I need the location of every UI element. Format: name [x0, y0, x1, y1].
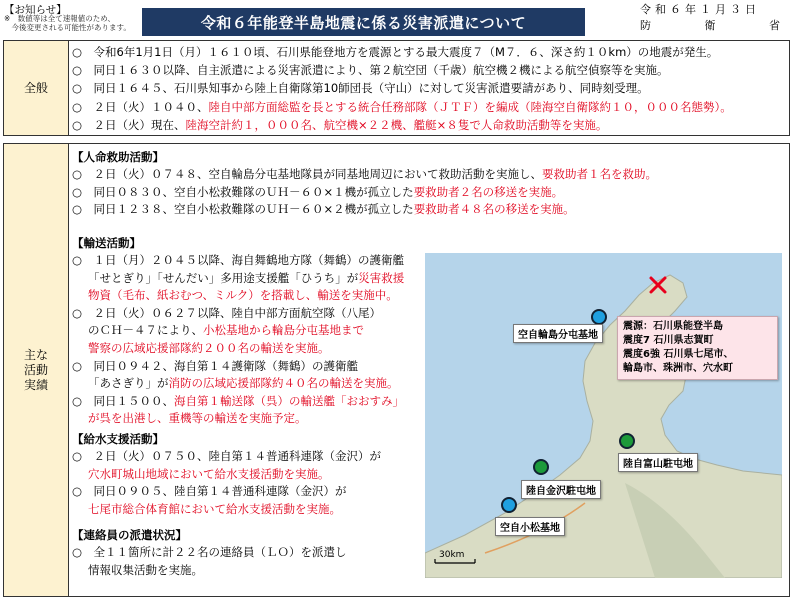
- base-marker-wajima: [591, 309, 607, 325]
- water-line: 穴水町城山地域において給水支援活動を実施。: [88, 466, 330, 481]
- rescue-heading: 【人命救助活動】: [72, 150, 164, 164]
- water-line: [72, 483, 381, 501]
- rescue-item: [72, 201, 657, 219]
- liaison-text: 全１１箇所に計２２名の連絡員（ＬＯ）を派遣し: [93, 545, 347, 559]
- overview-item: [72, 61, 785, 79]
- rescue-item-highlight: 要救助者４８名の移送を実施。: [413, 202, 575, 217]
- epicenter-line: 震源：石川県能登半島: [623, 321, 723, 332]
- bullet: ○: [72, 202, 83, 217]
- overview-item: [72, 43, 785, 61]
- transport-line: [72, 252, 404, 270]
- liaison-block: [72, 526, 347, 579]
- page-title: 令和６年能登半島地震に係る災害派遣について: [142, 8, 585, 36]
- transport-line: [72, 375, 404, 393]
- activities-label-line: 実績: [23, 377, 48, 392]
- base-label-toyama: 陸自富山駐屯地: [618, 453, 698, 472]
- ministry-char: 防: [640, 19, 651, 32]
- epicenter-callout: [617, 316, 778, 380]
- water-block: [72, 430, 381, 518]
- area-map: [425, 253, 782, 578]
- overview-item: [72, 116, 785, 134]
- base-marker-toyama: [619, 433, 635, 449]
- document-date: 令和６年１月３日: [640, 3, 760, 16]
- bullet: ○: [72, 45, 83, 59]
- bullet: ○: [72, 305, 83, 320]
- base-label-komatsu: 空自小松基地: [495, 517, 565, 536]
- notice-label: 【お知らせ】: [4, 4, 67, 16]
- transport-text: 「あさぎり」が: [88, 376, 169, 391]
- transport-highlight: 海自第１輸送隊（呉）の輸送艦「おおすみ」: [174, 393, 405, 408]
- activities-label-line: 主な: [23, 347, 48, 362]
- notice-note-line: 今後変更される可能性があります。: [4, 23, 131, 32]
- transport-line: 物資（毛布、紙おむつ、ミルク）を搭載し、輸送を実施中。: [88, 288, 398, 303]
- base-marker-komatsu: [501, 497, 517, 513]
- overview-item-text: ２日（火）１０４０、: [93, 99, 209, 114]
- liaison-line: [72, 544, 347, 562]
- base-marker-kanazawa: [533, 459, 549, 475]
- rescue-item-text: 同日１２３８、空自小松救難隊のＵＨ－６０×２機が孤立した: [93, 202, 414, 217]
- bullet: ○: [72, 117, 83, 132]
- transport-text: １日（月）２０４５以降、海自舞鶴地方隊（舞鶴）の護衛艦: [93, 253, 405, 267]
- bullet: ○: [72, 545, 83, 559]
- bullet: ○: [72, 184, 83, 199]
- base-label-wajima: 空自輪島分屯基地: [513, 324, 603, 343]
- transport-line: [72, 393, 404, 411]
- overview-item-text: ２日（火）現在、: [93, 117, 186, 132]
- transport-line: [72, 270, 404, 288]
- transport-line: [72, 305, 404, 323]
- rescue-item-highlight: 要救助者１名を救助。: [542, 167, 658, 181]
- transport-highlight: 災害救援: [358, 270, 405, 285]
- transport-text: 「せとぎり」「せんだい」多用途支援艦「ひうち」が: [88, 270, 359, 285]
- epicenter-line: 震度7 石川県志賀町: [623, 335, 714, 346]
- bullet: ○: [72, 167, 83, 181]
- x-mark-icon: [648, 275, 668, 295]
- rescue-item: [72, 166, 657, 184]
- overview-item: [72, 79, 785, 97]
- overview-item-text: 令和6年1月1日（月）１６１０頃、石川県能登地方を震源とする最大震度７（M７．６、深さ約１０km）の地震が発生。: [93, 45, 719, 59]
- rescue-item: [72, 184, 657, 202]
- overview-item: [72, 98, 785, 116]
- rescue-item-highlight: 要救助者２名の移送を実施。: [413, 184, 564, 199]
- water-line: [72, 448, 381, 466]
- overview-item-text: 同日１６３０以降、自主派遣による災害派遣により、第２航空団（千歳）航空機２機による航空偵察等を実施。: [93, 63, 669, 78]
- overview-list: [72, 43, 785, 134]
- base-label-kanazawa: 陸自金沢駐屯地: [521, 480, 601, 499]
- bullet: ○: [72, 99, 83, 114]
- water-heading: 【給水支援活動】: [72, 432, 164, 446]
- rescue-block: [72, 148, 657, 219]
- notice-note: [4, 14, 131, 32]
- bullet: ○: [72, 63, 83, 78]
- transport-heading: 【輸送活動】: [72, 236, 141, 250]
- water-text: 同日０９０５、陸自第１４普通科連隊（金沢）が: [93, 484, 347, 499]
- bullet: ○: [72, 358, 83, 373]
- transport-line: [72, 358, 404, 376]
- liaison-line: 情報収集活動を実施。: [88, 562, 203, 577]
- rescue-item-text: 同日０８３０、空自小松救難隊のＵＨ－６０×１機が孤立した: [93, 184, 414, 199]
- water-text: ２日（火）０７５０、陸自第１４普通科連隊（金沢）が: [93, 449, 382, 463]
- transport-line: が呉を出港し、重機等の輸送を実施予定。: [88, 411, 307, 426]
- epicenter-line: 震度6強 石川県七尾市、: [623, 349, 734, 360]
- transport-highlight: 小松基地から輪島分屯基地まで: [203, 323, 364, 338]
- transport-highlight: 消防の広域応援部隊約４０名の輸送を実施。: [168, 376, 399, 391]
- transport-text: 同日１５００、: [93, 393, 175, 408]
- ministry-char: 省: [769, 19, 780, 32]
- ministry-name: [640, 18, 780, 33]
- bullet: ○: [72, 393, 83, 408]
- transport-line: 警察の広域応援部隊約２００名の輸送を実施。: [88, 340, 330, 355]
- overview-item-highlight: 陸海空計約１，０００名、航空機×２２機、艦艇×８隻で人命救助活動等を実施。: [185, 117, 608, 132]
- transport-text: のＣＨ－４７により、: [88, 323, 203, 338]
- overview-item-highlight: 陸自中部方面総監を長とする統合任務部隊（ＪＴＦ）を編成（陸海空自衛隊約１０，０００名態勢）。: [208, 99, 732, 114]
- ministry-char: 衛: [704, 19, 716, 32]
- liaison-heading: 【連絡員の派遣状況】: [72, 528, 187, 542]
- bullet: ○: [72, 81, 83, 96]
- water-line: 七尾市総合体育館において給水支援活動を実施。: [88, 501, 341, 516]
- epicenter-line: 輪島市、珠洲市、穴水町: [623, 363, 733, 374]
- overview-section: [3, 40, 790, 136]
- transport-text: ２日（火）０６２７以降、陸自中部方面航空隊（八尾）: [93, 305, 382, 320]
- activities-label-line: 活動: [23, 362, 48, 377]
- bullet: ○: [72, 449, 83, 463]
- overview-label: 全般: [4, 41, 69, 135]
- bullet: ○: [72, 484, 83, 499]
- rescue-item-text: ２日（火）０７４８、空自輪島分屯基地隊員が同基地周辺において救助活動を実施し、: [93, 167, 543, 181]
- map-graphic: [425, 253, 782, 578]
- activities-label: [4, 144, 69, 596]
- bullet: ○: [72, 253, 83, 267]
- transport-block: [72, 234, 404, 428]
- transport-text: 同日０９４２、海自第１４護衛隊（舞鶴）の護衛艦: [93, 358, 359, 373]
- transport-line: [72, 322, 404, 340]
- overview-item-text: 同日１６４５、石川県知事から陸上自衛隊第10師団長（守山）に対して災害派遣要請があり、同時刻受理。: [93, 81, 649, 96]
- scale-label: 30km: [439, 550, 465, 560]
- notice-note-line: ※ 数値等は全て速報値のため、: [4, 14, 115, 23]
